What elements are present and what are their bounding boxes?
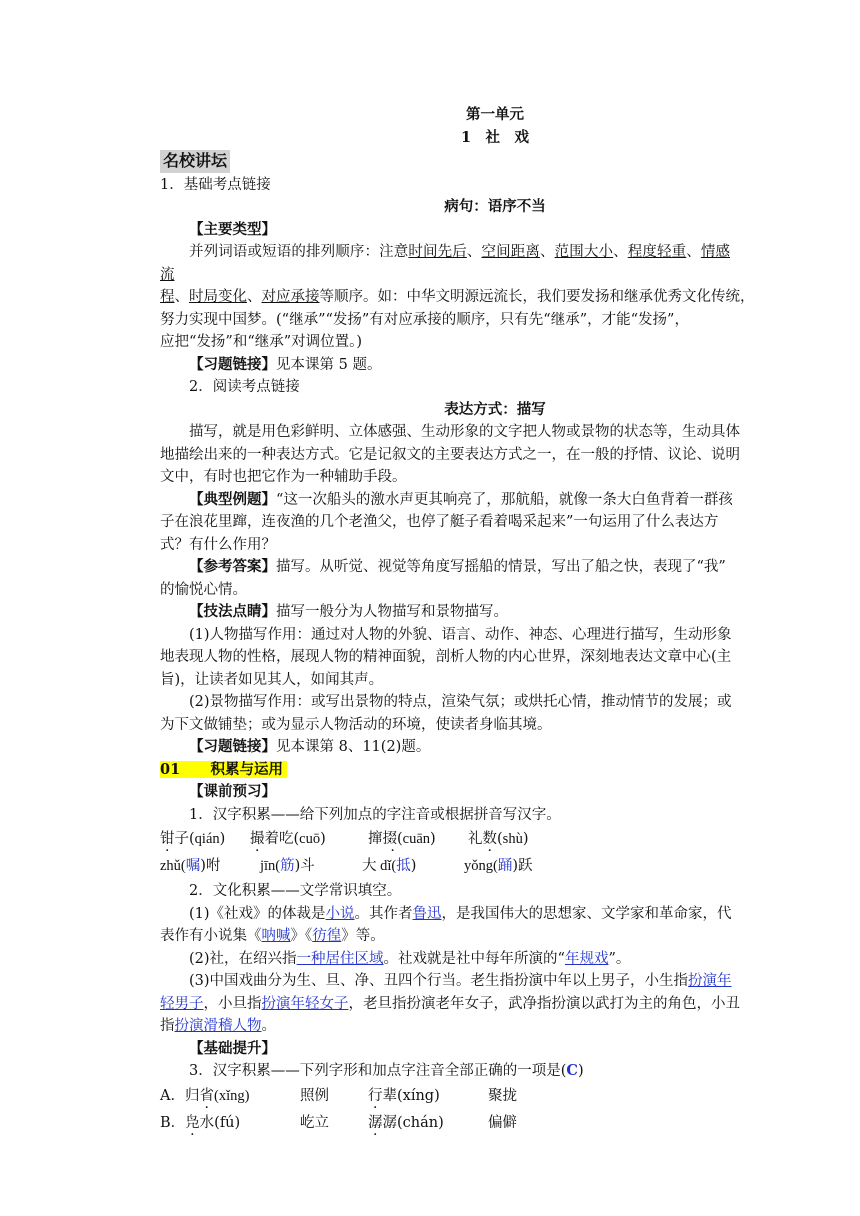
exercise-link-2: 【习题链接】见本课第 8、11(2)题。 (189, 738, 431, 755)
topic-heading-2: 表达方式：描写 (444, 400, 546, 418)
document-page: 第一单元 1 社 戏 名校讲坛 1．基础考点链接 病句：语序不当 【主要类型】 并列词语或短语的排列顺序：注意时间先后、空间距离、范围大小、程度轻重、情感流 程、时局变化、对应承接等顺序。如：中华文明源远流长，我们要发扬和继承优秀文化传统， 努力实现中国梦。(“继承”“发扬”有对应承接的顺序，只有先“继承”，才能“发扬”， 应把“发扬”和“继承”对调位置。) 【习题链接】见本课第 5 题。 2．阅读考点链接 表达方式：描写 描写，就是用色彩鲜明、立体感强、生动形象的文字把人物或景物的状态等，生动具体 地描绘出来的一种表达方式。它是记叙文的主要表达方式之一，在一般的抒情、议论、说明 文中，有时也把它作为一种辅助手段。 【典型例题】“这一次船头的激水声更其响亮了，那航船，就像一条大白鱼背着一群孩 子在浪花里蹿，连夜渔的几个老渔父，也停了艇子看着喝采起来”一句运用了什么表达方 式？有什么作用？ 【参考答案】描写。从听觉、视觉等角度写摇船的情景，写出了船之快，表现了“我” 的愉悦心情。 【技法点睛】描写一般分为人物描写和景物描写。 (1)人物描写作用：通过对人物的外貌、语言、动作、神态、心理进行描写，生动形象 地表现人物的性格，展现人物的精神面貌，剖析人物的内心世界，深刻地表达文章中心(主 旨)，让读者如见其人，如闻其声。 (2)景物描写作用：或写出景物的特点，渲染气氛；或烘托心情，推动情节的发展；或 为下文做铺垫；或为显示人物活动的环境，使读者身临其境。 【习题链接】见本课第 8、11(2)题。 01 积累与运用 【课前预习】 1．汉字积累——给下列加点的字注音或根据拼音写汉字。 钳子(qián) 撮着吃(cuō) 撺掇( ·cuān) 礼数(shù) zhǔ(嘱)咐 jīn(筋)斗 大 dǐ(抵) yǒng(踊)跃 2．文化积累——文学常识填空。 (1)《社戏》的体裁是小说。其作者鲁迅，是我国伟大的思想家、文学家和革命家，代 表作有小说集《呐喊》《彷徨》等。 (2)社，在绍兴指一种居住区域。社戏就是社中每年所演的“年规戏”。 (3)中国戏曲分为生、旦、净、丑四个行当。老生指扮演中年以上男子，小生指扮演年 轻男子，小旦指扮演年轻女子，老旦指扮演老年女子，武净指扮演以武打为主的角色，小丑 指扮演滑稽人物。 【基础提升】 3．汉字积累——下列字形和加点字注音全部正确的一项是(C) A．归省(xǐng) 照例 行辈(xíng) 聚拢 B．凫水(fú) 屹立 潺潺(chán) 偏僻 (160, 104, 730, 1137)
subsection-heading-1: 1．基础考点链接 (160, 176, 271, 193)
main-types-paragraph: 并列词语或短语的排列顺序：注意时间先后、空间距离、范围大小、程度轻重、情感流 (160, 244, 730, 283)
label-basic-improve: 【基础提升】 (189, 1039, 276, 1057)
subsection-heading-2: 2．阅读考点链接 (189, 379, 300, 395)
unit-heading: 第一单元 (466, 106, 524, 123)
option-b: B．凫水(fú) 屹立 潺潺(chán) 偏僻 (160, 1114, 517, 1131)
reference-answer: 【参考答案】描写。从听觉、视觉等角度写摇船的情景，写出了船之快，表现了“我” (189, 558, 726, 575)
topic-heading-1: 病句：语序不当 (444, 198, 546, 215)
pinyin-row-2: zhǔ(嘱)咐 jīn(筋)斗 大 dǐ(抵) yǒng(踊)跃 (160, 858, 533, 874)
exercise-link-1: 【习题链接】见本课第 5 题。 (189, 355, 382, 373)
question-3: 3．汉字积累——下列字形和加点字注音全部正确的一项是(C) (189, 1062, 584, 1079)
label-preview: 【课前预习】 (189, 783, 276, 800)
lesson-heading: 1 社 戏 (460, 128, 530, 146)
answer-2-3: (3)中国戏曲分为生、旦、净、丑四个行当。老生指扮演中年以上男子，小生指扮演年 (189, 973, 732, 989)
answer-2-1: (1)《社戏》的体裁是小说。其作者鲁迅，是我国伟大的思想家、文学家和革命家，代 (189, 905, 732, 922)
question-2: 2．文化积累——文学常识填空。 (189, 883, 402, 899)
example-question: 【典型例题】“这一次船头的激水声更其响亮了，那航船，就像一条大白鱼背着一群孩 (189, 490, 733, 508)
option-a: A．归省(xǐng) 照例 行辈(xíng) 聚拢 (160, 1087, 517, 1104)
answer-2-2: (2)社，在绍兴指一种居住区域。社戏就是社中每年所演的“年规戏”。 (189, 950, 631, 967)
section-01-heading: 01 积累与运用 (160, 759, 730, 782)
question-1: 1．汉字积累——给下列加点的字注音或根据拼音写汉字。 (189, 806, 561, 823)
technique-tips: 【技法点睛】描写一般分为人物描写和景物描写。 (189, 603, 508, 620)
label-main-types: 【主要类型】 (189, 220, 276, 238)
section-box-title: 名校讲坛 (160, 150, 230, 173)
description-paragraph: 描写，就是用色彩鲜明、立体感强、生动形象的文字把人物或景物的状态等，生动具体 (189, 424, 740, 440)
pinyin-row-1: 钳子(qián) 撮着吃(cuō) 撺掇( ·cuān) 礼数(shù) (160, 826, 730, 853)
